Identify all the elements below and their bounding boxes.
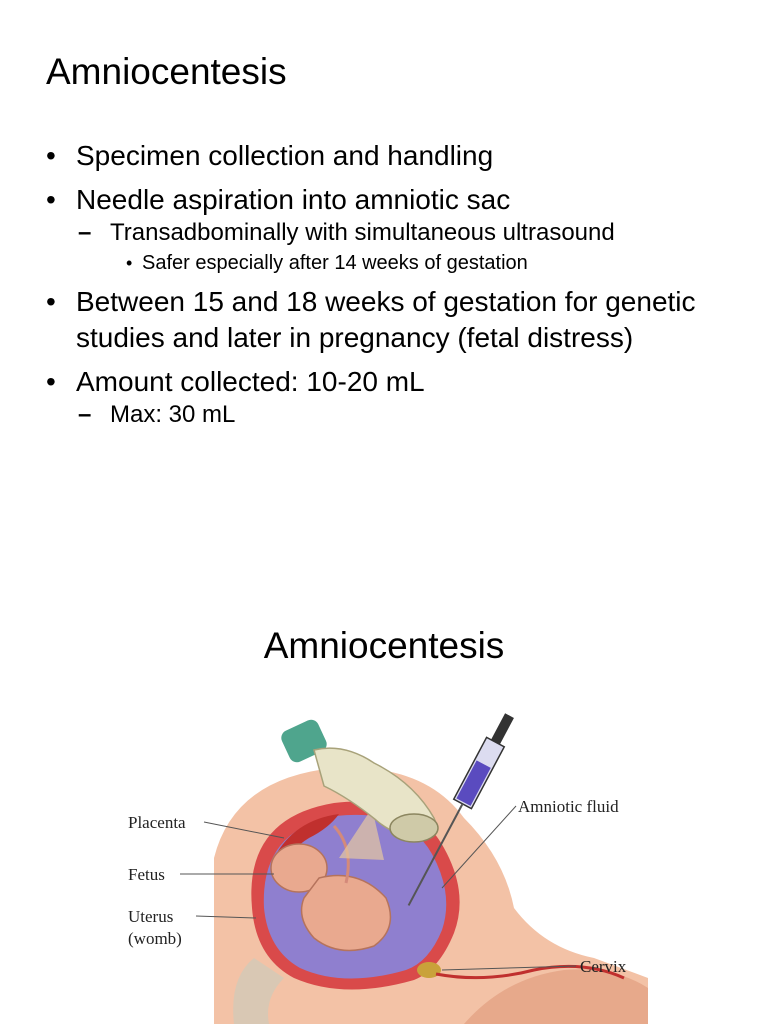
syringe-plunger	[491, 713, 514, 744]
label-cervix: Cervix	[580, 957, 627, 976]
label-amniotic-fluid: Amniotic fluid	[518, 797, 619, 816]
label-womb: (womb)	[128, 929, 182, 948]
sub-bullet-item: – Transadbominally with simultaneous ultrasound	[46, 218, 746, 248]
label-placenta: Placenta	[128, 813, 186, 832]
amniocentesis-illustration	[124, 708, 648, 1024]
ultrasound-probe	[390, 814, 438, 842]
bullet-item: • Amount collected: 10-20 mL	[46, 364, 746, 400]
slide-title: Amniocentesis	[46, 51, 287, 92]
sub-bullet-item: – Max: 30 mL	[46, 400, 746, 430]
bullet-item: • Needle aspiration into amniotic sac	[46, 182, 746, 218]
sub-sub-bullet-item: • Safer especially after 14 weeks of gestation	[46, 250, 746, 276]
slide-title: Amniocentesis	[263, 625, 505, 666]
bullet-item: • Specimen collection and handling	[46, 138, 746, 174]
label-uterus: Uterus	[128, 907, 174, 926]
slide-2	[0, 560, 768, 1024]
label-fetus: Fetus	[128, 865, 165, 884]
bullet-item: • Between 15 and 18 weeks of gestation for genetic studies and later in pregnancy (fetal distress)	[46, 284, 746, 356]
bullet-list	[46, 138, 746, 432]
